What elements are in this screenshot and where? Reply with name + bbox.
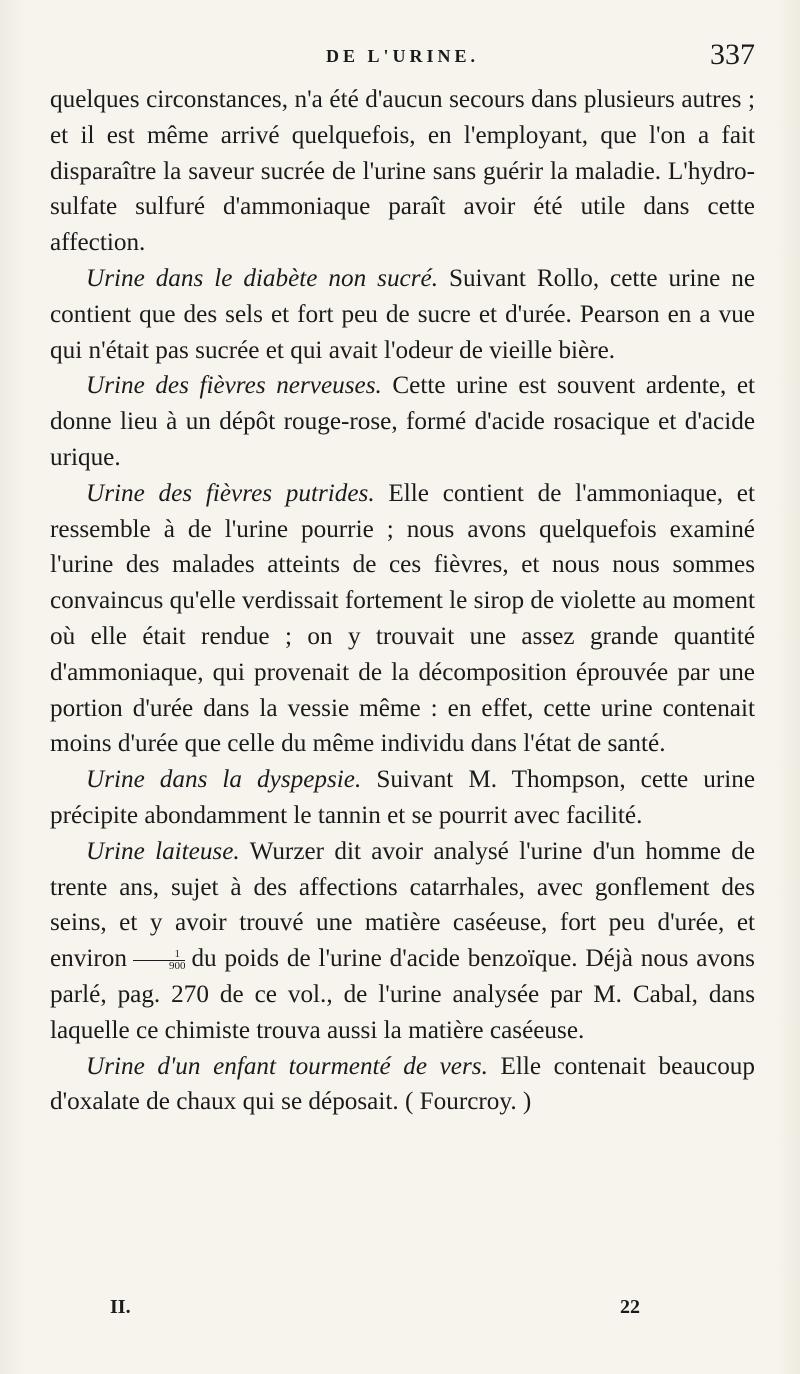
paragraph-text: Suivant Rollo, cette urine ne contient que des sels et fort peu de sucre et d'urée. Pearson en a vue qui n'était pas sucrée et qui avait l'odeur de vieille bière. [50, 264, 755, 364]
body-text [50, 82, 755, 1120]
sheet-number: 22 [620, 1296, 640, 1318]
paragraph-lead: Urine laiteuse. [86, 837, 240, 865]
page-header [50, 38, 755, 78]
paragraph-lead: Urine dans le diabète non sucré. [86, 264, 438, 292]
fraction-denominator: 900 [168, 959, 186, 972]
fraction [133, 949, 186, 972]
paragraph-text-after-fraction: du poids de l'urine d'acide benzoïque. Déjà nous avons parlé, pag. 270 de ce vol., de l'urine analysée par M. Cabal, dans laquelle ce chimiste trouva aussi la matière caséeuse. [50, 945, 755, 1044]
paragraph-text: Suivant M. Thompson, cette urine précipite abondamment le tannin et se pourrit avec facilité. [50, 766, 755, 829]
paragraph-dyspepsie [50, 762, 755, 834]
paragraph-lead: Urine dans la dyspepsie. [86, 766, 362, 794]
paragraph-urine-laiteuse [50, 834, 755, 1049]
page-footer [110, 1296, 640, 1326]
fraction-numerator: 1 [133, 949, 186, 961]
page-number: 337 [710, 38, 755, 71]
paragraph-text: Elle contient de l'ammoniaque, et ressemble à de l'urine pourrie ; nous avons quelquefois examiné l'urine des malades atteints de ces fièvres, et nous nous sommes convaincus qu'elle verdissait fortement le sirop de violette au moment où elle était rendue ; on y trouvait une assez grande quantité d'ammoniaque, qui provenait de la décomposition éprouvée par une portion d'urée dans la vessie même : en effet, cette urine contenait moins d'urée que celle du même individu dans l'état de santé. [50, 479, 755, 758]
volume-signature: II. [110, 1296, 131, 1318]
paragraph-text: quelques circonstances, n'a été d'aucun secours dans plusieurs autres ; et il est même arrivé quelquefois, en l'employant, que l'on a fait disparaître la saveur sucrée de l'urine sans guérir la maladie. L'hydro-sulfate sulfuré d'ammoniaque paraît avoir été utile dans cette affection. [50, 86, 755, 257]
paragraph-fievres-nerveuses [50, 368, 755, 475]
paragraph-fievres-putrides [50, 476, 755, 762]
paragraph-lead: Urine des fièvres nerveuses. [86, 372, 382, 400]
running-head: DE L'URINE. [325, 46, 480, 66]
paragraph-text: Cette urine est souvent ardente, et donne lieu à un dépôt rouge-rose, formé d'acide rosacique et d'acide urique. [50, 372, 755, 471]
paragraph-text: Elle contenait beaucoup d'oxalate de chaux qui se déposait. ( Fourcroy. ) [50, 1052, 755, 1116]
paragraph-lead: Urine d'un enfant tourmenté de vers. [86, 1052, 488, 1080]
paragraph-enfant-vers [50, 1049, 755, 1121]
paragraph-text-before-fraction: Wurzer dit avoir analysé l'urine d'un homme de trente ans, sujet à des affections catarrhales, avec gonflement des seins, et y avoir trouvé une matière caséeuse, fort peu d'urée, et environ [50, 837, 755, 973]
paragraph-continued [50, 82, 755, 261]
paragraph-lead: Urine des fièvres putrides. [86, 479, 375, 507]
paragraph-diabete-non-sucre [50, 261, 755, 368]
